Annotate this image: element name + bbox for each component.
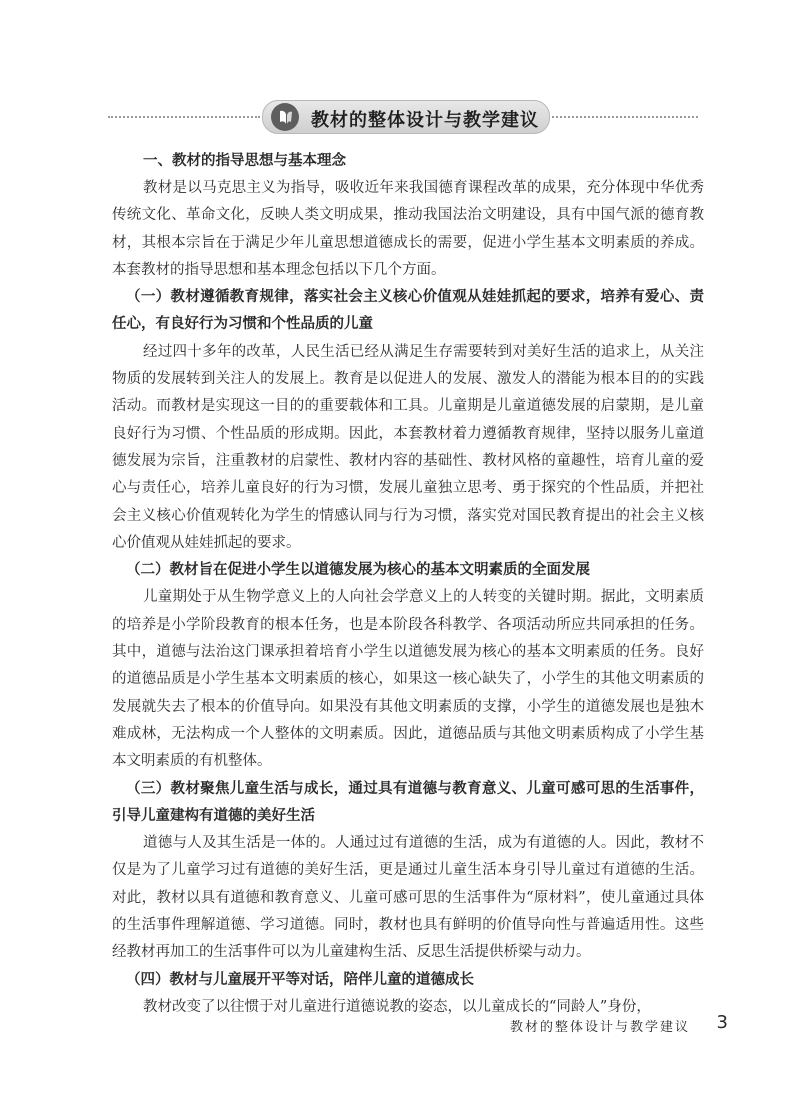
page-number: 3 [716,1012,728,1033]
document-body [112,148,704,1021]
subsection-heading: （二）教材旨在促进小学生以道德发展为核心的基本文明素质的全面发展 [126,562,590,579]
section-heading: 一、教材的指导思想与基本理念 [143,153,346,169]
header-banner [262,100,550,134]
chapter-header [0,94,800,142]
paragraph: 教材改变了以往惯于对儿童进行道德说教的姿态，以儿童成长的“同龄人”身份， [143,998,651,1015]
subsection-heading: （三）教材聚焦儿童生活与成长，通过具有道德与教育意义、儿童可感可思的生活事件，引导儿童建构有道德的美好生活 [112,780,704,824]
subsection-heading: （一）教材遵循教育规律，落实社会主义核心价值观从娃娃抓起的要求，培养有爱心、责任心，有良好行为习惯和个性品质的儿童 [112,289,704,333]
paragraph: 道德与人及其生活是一体的。人通过过有道德的生活，成为有道德的人。因此，教材不仅是为了儿童学习过有道德的美好生活，更是通过儿童生活本身引导儿童过有道德的生活。对此，教材以具有道德和教育意义、儿童可感可思的生活事件为“原材料”，使儿童通过具体的生活事件理解道德、学习道德。同时，教材也具有鲜明的价值导向性与普遍适用性。这些经教材再加工的生活事件可以为儿童建构生活、反思生活提供桥梁与动力。 [112,835,704,961]
paragraph: 儿童期处于从生物学意义上的人向社会学意义上的人转变的关键时期。据此，文明素质的培养是小学阶段教育的根本任务，也是本阶段各科教学、各项活动所应共同承担的任务。其中，道德与法治这门课承担着培育小学生以道德发展为核心的基本文明素质的任务。良好的道德品质是小学生基本文明素质的核心，如果这一核心缺失了，小学生的其他文明素质的发展就失去了根本的价值导向。如果没有其他文明素质的支撑，小学生的道德发展也是独木难成林，无法构成一个人整体的文明素质。因此，道德品质与其他文明素质构成了小学生基本文明素质的有机整体。 [112,589,704,770]
page-title: 教材的整体设计与教学建议 [311,110,539,131]
subsection-heading: （四）教材与儿童展开平等对话，陪伴儿童的道德成长 [126,971,474,988]
header-dotted-rule-right [552,116,698,118]
paragraph: 教材是以马克思主义为指导，吸收近年来我国德育课程改革的成果，充分体现中华优秀传统文化、革命文化，反映人类文明成果，推动我国法治文明建设，具有中国气派的德育教材，其根本宗旨在于满足少年儿童思想道德成长的需要，促进小学生基本文明素质的养成。本套教材的指导思想和基本理念包括以下几个方面。 [112,180,704,278]
book-circle-icon [271,103,299,131]
page-footer [0,1010,800,1040]
running-footer: 教材的整体设计与教学建议 [509,1020,690,1035]
paragraph: 经过四十多年的改革，人民生活已经从满足生存需要转到对美好生活的追求上，从关注物质的发展转到关注人的发展上。教育是以促进人的发展、激发人的潜能为根本目的的实践活动。而教材是实现这一目的的重要载体和工具。儿童期是儿童道德发展的启蒙期，是儿童良好行为习惯、个性品质的形成期。因此，本套教材着力遵循教育规律，坚持以服务儿童道德发展为宗旨，注重教材的启蒙性、教材内容的基础性、教材风格的童趣性，培育儿童的爱心与责任心，培养儿童良好的行为习惯，发展儿童独立思考、勇于探究的个性品质，并把社会主义核心价值观转化为学生的情感认同与行为习惯，落实党对国民教育提出的社会主义核心价值观从娃娃抓起的要求。 [112,343,704,551]
header-dotted-rule-left [108,116,260,118]
